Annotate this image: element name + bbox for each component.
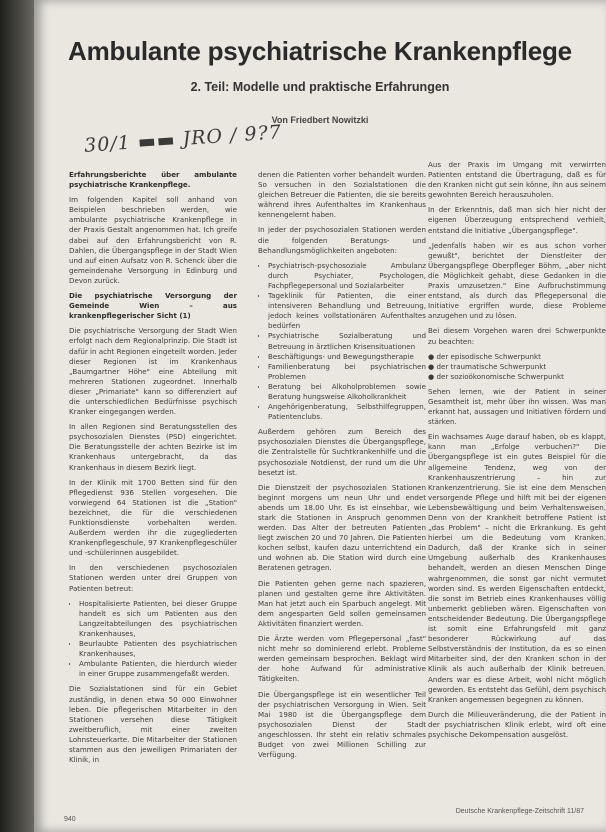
article-author: Von Friedbert Nowitzki bbox=[271, 115, 369, 125]
journal-footer: Deutsche Krankenpflege-Zeitschrift 11/87 bbox=[455, 808, 584, 815]
list-item: • Beurlaubte Patienten des psychiatrischen Krankenhauses, bbox=[79, 639, 237, 659]
handwritten-note: 30/1 ▬▬ JRO / 9?7 bbox=[83, 121, 283, 157]
list-item: • Tageklinik für Patienten, die einer intensiveren Behandlung und Betreuung, jedoch keines vollstationären Aufenthaltes bedürfen bbox=[268, 291, 426, 331]
paragraph: In der Erkenntnis, daß man sich hier nicht der eigenen Überzeugung entsprechend verhielt, entstand die Initiative „Übergangspflege". bbox=[428, 205, 606, 235]
list-item: • Beratung bei Alkoholproblemen sowie Beratung hungsweise Alkoholkrankheit bbox=[268, 382, 426, 402]
list-item: • Psychiatrische Sozialberatung und Betreuung in ärztlichen Krisensituationen bbox=[268, 331, 426, 351]
paragraph: In allen Regionen sind Beratungsstellen des psychosozialen Dienstes (PSD) eingerichtet. Die Beratungsstelle der achten Bezirke ist im Krankenhaus untergebracht, da das Krankenhaus in diesem Bezirk liegt. bbox=[69, 422, 237, 472]
paragraph: Im folgenden Kapitel soll anhand von Beispielen beschrieben werden, wie ambulante psychiatrische Krankenpflege in der Praxis Gestalt angenommen hat. Ich greife dabei auf den Erfahrungsbericht von R. Dahlen, die Übergangspflege in der Stadt Wien und auf einen Aufsatz von R. Schenck über die gemeindenahe Versorgung in Edinburg und Devon zurück. bbox=[69, 195, 237, 285]
document-page bbox=[34, 0, 606, 832]
text-column-1 bbox=[69, 170, 237, 810]
paragraph: In den verschiedenen psychosozialen Stationen werden unter drei Gruppen von Patienten betreut: bbox=[69, 563, 237, 593]
page-number: 940 bbox=[64, 816, 76, 823]
bullet-item: ● der sozioökonomische Schwerpunkt bbox=[428, 371, 564, 381]
paragraph: denen die Patienten vorher behandelt wurden. So versuchen in den Sozialstationen die gleichen Betreuer die Patienten, die sie bereits während ihres Aufenthaltes im Krankenhaus kennengelernt haben. bbox=[258, 170, 426, 220]
paragraph: Die Übergangspflege ist ein wesentlicher Teil der psychiatrischen Versorgung in Wien. Seit Mai 1980 ist die Übergangspflege dem psychosozialen Dienst der Stadt angeschlossen. Ihr steht ein relativ schmales Budget von zwei Millionen Schilling zur Verfügung. bbox=[258, 689, 426, 760]
paragraph: Aus der Praxis im Umgang mit verwirrten Patienten entstand die Übertragung, daß es für den Kranken nicht gut sein könne, ihn aus seinem gewohnten Bereich herauszuholen. bbox=[428, 160, 606, 200]
paragraph: Die Sozialstationen sind für ein Gebiet zuständig, in denen etwa 50 000 Einwohner leben. Die pflegerischen Mitarbeiter in den Stationen versehen diese Tätigkeit zweitberuflich, mit einer zweiten Lohnsteuerkarte. Die Mitarbeiter der Stationen stammen aus den jeweiligen Primariaten der Klinik, in bbox=[69, 684, 237, 765]
bullet-item: ● der traumatische Schwerpunkt bbox=[428, 361, 547, 371]
paragraph: Ein wachsames Auge darauf haben, ob es klappt, kann man „Erfolge verbuchen?" Die Übergangspflege ist ein gutes Beispiel für die allgemeine Tendenz, weg von der Krankenhauszentrierung – hin zur Krankenzentrierung. Sie ist eine dem Menschen versorgende Pflege und hilft mit bei der eigenen Lebensbewältigung und beim Verhaltensweisen. Denn von der Krankheit betroffene Patient ist „das Problem" – nicht die Erkrankung. Es geht hierbei um die Bedeutung vom Kranken. Dadurch, daß der Kranke sich in seiner Umgebung außerhalb des Krankenhauses behandelt, werden an diesen Menschen Dinge wahrgenommen, die sonst gar nicht vermutet worden sind. Es werden Eigenschaften entdeckt, die sonst im Betrieb eines Krankenhauses völlig unbemerkt geblieben wären. Eigenschaften von entscheidender Bedeutung. Die Übergangspflege ist somit eine Erfahrungsfeld mit ganz besonderer Rückwirkung auf das Selbstverständnis der Institution, da es so einen Mitarbeiter sind, der den Kranken schon in der Klinik als auch außerhalb der Klinik betreuen. Anders war es diese Arbeit, wohl nicht möglich geworden. Es entsteht das Gefühl, dem psychisch Kranken angemessen begegnen zu können. bbox=[428, 432, 606, 704]
paragraph: In jeder der psychosozialen Stationen werden die folgenden Beratungs- und Behandlungsmöglichkeiten angeboten: bbox=[258, 225, 426, 255]
text-column-2 bbox=[258, 170, 426, 810]
bullet-list bbox=[69, 599, 237, 680]
list-item: • Angehörigenberatung, Selbsthilfegruppen, Patientenclubs. bbox=[268, 402, 426, 422]
bullet-list bbox=[258, 261, 426, 423]
intro-heading: Erfahrungsberichte über ambulante psychiatrische Krankenpflege. bbox=[69, 170, 237, 190]
paragraph: Bei diesem Vorgehen waren drei Schwerpunkte zu beachten: bbox=[428, 326, 606, 346]
article-subtitle: 2. Teil: Modelle und praktische Erfahrungen bbox=[190, 80, 450, 94]
list-item: • Psychiatrisch-psychosoziale Ambulanz durch Psychiater, Psychologen, Fachpflegepersonal und Sozialarbeiter bbox=[268, 261, 426, 291]
section-heading: Die psychiatrische Versorgung der Gemeinde Wien – aus krankenpflegerischer Sicht (1) bbox=[69, 291, 237, 321]
book-binding bbox=[0, 0, 34, 832]
bullet-item: ● der episodische Schwerpunkt bbox=[428, 351, 541, 361]
paragraph: Die Dienstzeit der psychosozialen Stationen beginnt morgens um neun Uhr und endet abends um 18.00 Uhr. Es ist einsehbar, wie stark die Stationen in Anspruch genommen werden. Das Alter der betreuten Patienten liegt zwischen 20 und 70 Jahren. Die Patienten kochen selbst, kaufen dazu unterrichtend ein und wohnen ab. Die Station wird durch eine Beratenen getragen. bbox=[258, 482, 426, 573]
paragraph: Die Ärzte werden vom Pflegepersonal „fast" nicht mehr so dominierend erlebt. Probleme werden gemeinsam besprochen. Beklagt wird der hohe Aufwand für administrative Tätigkeiten. bbox=[258, 634, 426, 684]
list-item: • Beschäftigungs- und Bewegungstherapie bbox=[268, 352, 426, 362]
paragraph: Außerdem gehören zum Bereich des psychosozialen Dienstes die Übergangspflege, die Zentralstelle für Suchtkrankenhilfe und die psychosoziale Notdienst, der rund um die Uhr besetzt ist. bbox=[258, 427, 426, 477]
paragraph: Die Patienten gehen gerne nach spazieren, planen und gestalten gerne ihre Aktivitäten. Man hat jetzt auch ein Sparbuch angelegt. Mit dem angesparten Geld sollen gemeinsamen Aktivitäten finanziert werden. bbox=[258, 578, 426, 628]
list-item: • Ambulante Patienten, die hierdurch wieder in einer Gruppe zusammengefaßt werden. bbox=[79, 659, 237, 679]
paragraph: Durch die Milieuveränderung, die der Patient in der psychiatrischen Klinik erlebt, wird oft eine psychische Dekompensation ausgelöst. bbox=[428, 709, 606, 739]
article-title: Ambulante psychiatrische Krankenpflege bbox=[68, 36, 572, 66]
list-item: • Hospitalisierte Patienten, bei dieser Gruppe handelt es sich um Patienten aus den Langzeitabteilungen des psychiatrischen Krankenhauses, bbox=[79, 599, 237, 639]
paragraph: In der Klinik mit 1700 Betten sind für den Pflegedienst 936 Stellen vorgesehen. Die vorwiegend 64 Stationen ist die „Station" bezeichnet, die für die verschiedenen Funktionsdienste vorbehalten werden. Außerdem werden ihr die zugegliederten Krankenpflegeschule, 97 Krankenpflegeschüler und -schülerinnen ausgebildet. bbox=[69, 477, 237, 558]
paragraph: Sehen lernen, wie der Patient in seiner Gesamtheit ist, mehr über ihn wissen. Was man erkannt hat, aussagen und Initiativen fördern und stärken. bbox=[428, 386, 606, 427]
text-column-3 bbox=[428, 160, 606, 810]
paragraph: „Jedenfalls haben wir es aus schon vorher gewußt", berichtet der Dienstleiter der Übergangspflege Oberpfleger Böhm, „aber nicht die Möglichkeit gehabt, diese Gedanken in die Praxis umzusetzen." Eine Aufbruchstimmung entstand, als durch das Pflegepersonal die Initiative ergriffen wurde, diese Probleme anzugehen und zu lösen. bbox=[428, 240, 606, 321]
paragraph: Die psychiatrische Versorgung der Stadt Wien erfolgt nach dem Regionalprinzip. Die Stadt ist dafür in acht Regionen eingeteilt worden. Jeder dieser Regionen ist im Krankenhaus „Baumgartner Höhe" eine Abteilung mit mehreren Stationen zugeordnet. Innerhalb dieser „Primariate" kann so differenziert auf die unterschiedlichen Bedürfnisse psychisch Kranker eingegangen werden. bbox=[69, 326, 237, 417]
list-item: • Familienberatung bei psychiatrischen Problemen bbox=[268, 362, 426, 382]
